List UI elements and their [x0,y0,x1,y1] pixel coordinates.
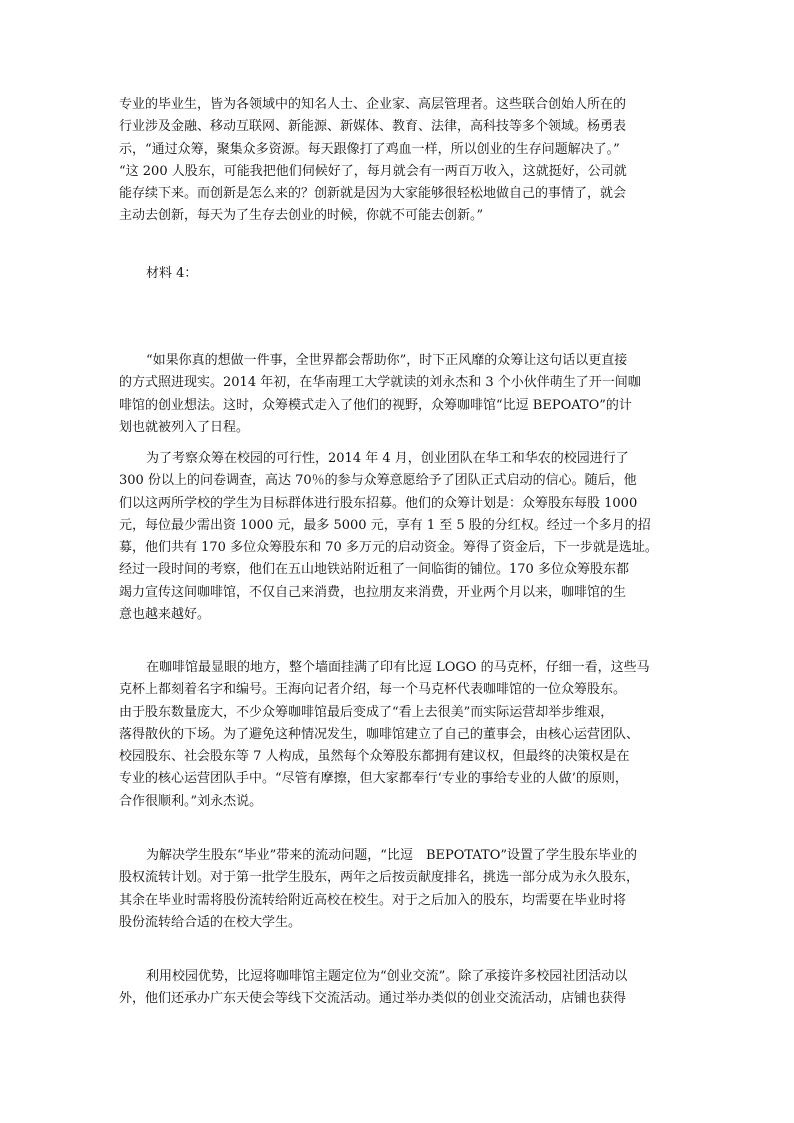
text-line: 专业的毕业生，皆为各领域中的知名人士、企业家、高层管理者。这些联合创始人所在的 [119,97,627,112]
paragraph-1 [119,94,685,228]
text-line: 落得散伙的下场。为了避免这种情况发生，咖啡馆建立了自己的董事会，由核心运营团队、 [119,726,640,742]
section-heading-material-4 [119,263,685,285]
text-line: 募，他们共有 170 多位众筹股东和 70 多万元的启动资金。筹得了资金后，下一步就是选址。 [119,540,658,556]
text-line: 其余在毕业时需将股份流转给附近高校在校生。对于之后加入的股东，均需要在毕业时将 [119,892,627,908]
paragraph-4 [119,657,685,813]
text-line: 元，每位最少需出资 1000 元，最多 5000 元，享有 1 至 5 股的分红权。经过一个多月的招 [119,517,651,533]
text-line: 为解决学生股东“毕业”带来的流动问题，“比逗 BEPOTATO”设置了学生股东毕业的 [146,848,637,863]
paragraph-2 [119,350,685,439]
section-heading: 材料 4： [146,266,198,281]
text-line: 们以这两所学校的学生为目标群体进行股东招募。他们的众筹计划是：众筹股东每股 1000 [119,495,638,511]
text-line: 意也越来越好。 [119,607,211,623]
text-line: 合作很顺利。”刘永杰说。 [119,793,263,809]
paragraph-5 [119,845,685,934]
text-line: 示，“通过众筹，聚集众多资源。每天跟像打了鸡血一样，所以创业的生存问题解决了。” [119,141,620,157]
text-line: 校园股东、社会股东等 7 人构成，虽然每个众筹股东都拥有建议权，但最终的决策权是在 [119,749,630,765]
text-line: 啡馆的创业想法。这时，众筹模式走入了他们的视野，众筹咖啡馆“比逗 BEPOATO”的计 [119,397,632,413]
text-line: 在咖啡馆最显眼的地方，整个墙面挂满了印有比逗 LOGO 的马克杯，仔细一看，这些马 [146,660,650,675]
text-line: 300 份以上的问卷调查，高达 70％的参与众筹意愿给予了团队正式启动的信心。随后，他 [119,473,637,489]
text-line: 克杯上都刻着名字和编号。王海向记者介绍，每一个马克杯代表咖啡馆的一位众筹股东。 [119,682,627,698]
paragraph-3 [119,448,685,626]
text-line: “这 200 人股东，可能我把他们伺候好了，每月就会有一两百万收入，这就挺好，公司就 [119,163,627,179]
text-line: 由于股东数量庞大，不少众筹咖啡馆最后变成了“看上去很美”而实际运营却举步维艰， [119,704,614,720]
text-line: 行业涉及金融、移动互联网、新能源、新媒体、教育、法律，高科技等多个领域。杨勇表 [119,119,627,135]
text-line: 主动去创新，每天为了生存去创业的时候，你就不可能去创新。” [119,208,484,224]
text-line: 为了考察众筹在校园的可行性，2014 年 4 月，创业团队在华工和华农的校园进行了 [146,451,629,466]
paragraph-6 [119,966,685,1011]
text-line: 经过一段时间的考察，他们在五山地铁站附近租了一间临街的铺位。170 多位众筹股东都 [119,562,629,578]
text-line: 股权流转计划。对于第一批学生股东，两年之后按贡献度排名，挑选一部分成为永久股东， [119,870,640,886]
text-line: 专业的核心运营团队手中。“尽管有摩擦，但大家都奉行‘专业的事给专业的人做’的原则， [119,771,628,787]
text-line: “如果你真的想做一件事，全世界都会帮助你”，时下正风靡的众筹让这句话以更直接 [146,353,628,368]
text-line: 划也就被列入了日程。 [119,419,250,435]
text-line: 能存续下来。而创新是怎么来的？创新就是因为大家能够很轻松地做自己的事情了，就会 [119,186,627,202]
text-line: 竭力宣传这间咖啡馆，不仅自己来消费，也拉朋友来消费，开业两个月以来，咖啡馆的生 [119,584,627,600]
text-line: 股份流转给合适的在校大学生。 [119,914,302,930]
text-line: 外，他们还承办广东天使会等线下交流活动。通过举办类似的创业交流活动，店铺也获得 [119,991,627,1007]
text-line: 的方式照进现实。2014 年初，在华南理工大学就读的刘永杰和 3 个小伙伴萌生了开一间咖 [119,375,641,391]
text-line: 利用校园优势，比逗将咖啡馆主题定位为“创业交流”。除了承接许多校园社团活动以 [146,969,628,984]
